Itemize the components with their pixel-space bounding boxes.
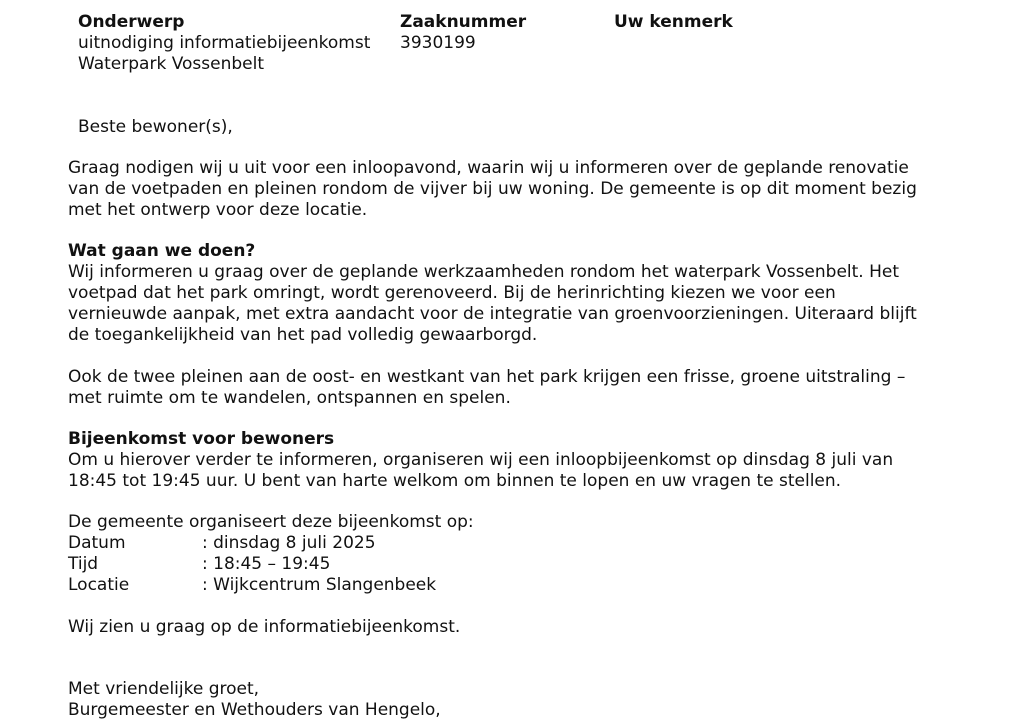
subject-value: uitnodiging informatiebijeenkomst Waterpark Vossenbelt (78, 33, 371, 74)
greeting: Met vriendelijke groet, (68, 679, 260, 699)
reference-label: Uw kenmerk (614, 12, 733, 32)
detail-row-location (68, 575, 668, 596)
detail-label: Locatie (68, 575, 130, 595)
detail-row-date (68, 533, 668, 554)
closing-line: Wij zien u graag op de informatiebijeenkomst. (68, 617, 461, 637)
signatory: Burgemeester en Wethouders van Hengelo, (68, 700, 441, 720)
section-heading-meeting: Bijeenkomst voor bewoners (68, 429, 335, 449)
section-heading-plans: Wat gaan we doen? (68, 241, 256, 261)
details-intro: De gemeente organiseert deze bijeenkomst op: (68, 512, 474, 532)
plans-paragraph: Wij informeren u graag over de geplande werkzaamheden rondom het waterpark Vossenbelt. Het voetpad dat het park omringt, wordt gerenoveerd. Bij de herinrichting kiezen we voor een vernieuwde aanpak, met extra aandacht voor de integratie van groenvoorzieningen. Uiteraard blijft de toegankelijkheid van het pad volledig gewaarborgd. (68, 262, 917, 345)
detail-value: : 18:45 – 19:45 (202, 554, 331, 574)
salutation: Beste bewoner(s), (78, 117, 233, 137)
detail-row-time (68, 554, 668, 575)
squares-paragraph: Ook de twee pleinen aan de oost- en westkant van het park krijgen een frisse, groene uitstraling – met ruimte om te wandelen, ontspannen en spelen. (68, 367, 906, 408)
intro-paragraph: Graag nodigen wij u uit voor een inloopavond, waarin wij u informeren over de geplande renovatie van de voetpaden en pleinen rondom de vijver bij uw woning. De gemeente is op dit moment bezig met het ontwerp voor deze locatie. (68, 158, 917, 220)
meeting-paragraph: Om u hierover verder te informeren, organiseren wij een inloopbijeenkomst op dinsdag 8 juli van 18:45 tot 19:45 uur. U bent van harte welkom om binnen te lopen en uw vragen te stellen. (68, 450, 894, 491)
detail-value: : dinsdag 8 juli 2025 (202, 533, 376, 553)
detail-label: Tijd (68, 554, 99, 574)
detail-value: : Wijkcentrum Slangenbeek (202, 575, 437, 595)
case-number-value: 3930199 (400, 33, 476, 53)
subject-label: Onderwerp (78, 12, 185, 32)
case-number-label: Zaaknummer (400, 12, 527, 32)
detail-label: Datum (68, 533, 126, 553)
